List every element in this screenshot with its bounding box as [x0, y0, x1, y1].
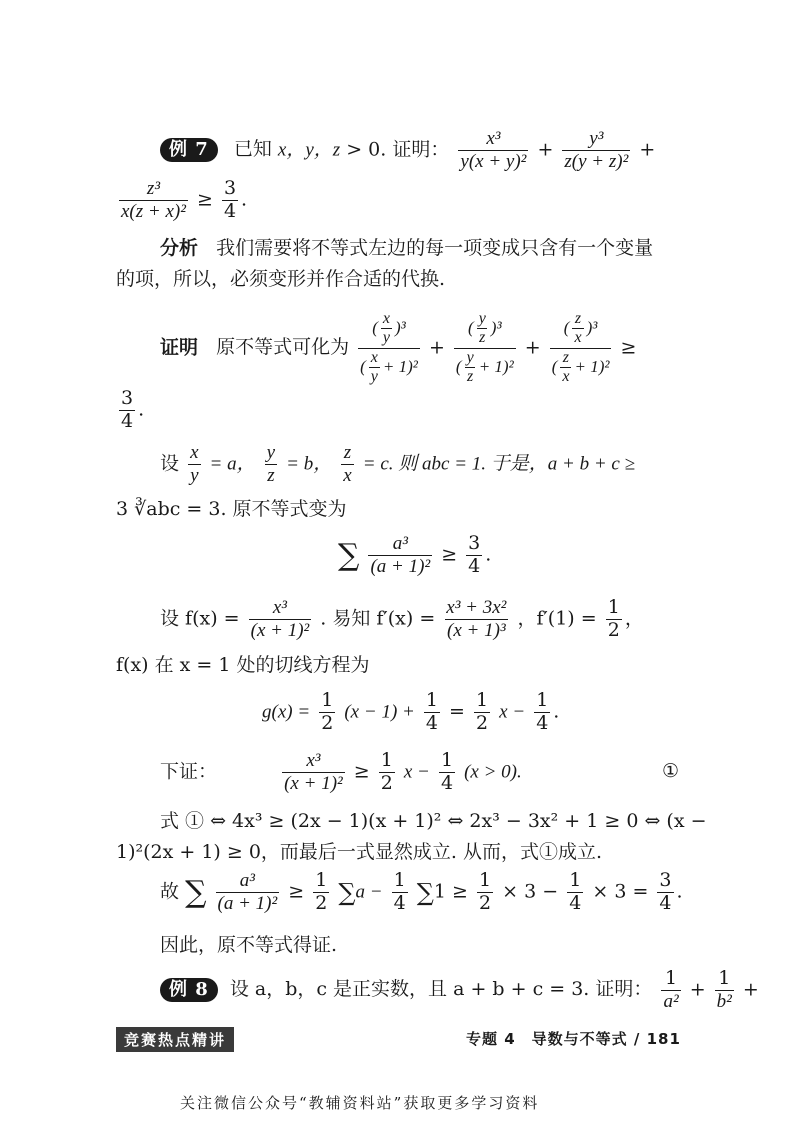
example7-intro: 已知	[233, 138, 272, 161]
lemma-circled-number: ①	[662, 760, 680, 782]
analysis-line1	[160, 233, 653, 260]
proof-term3: ( $\frac{z}{x}$ )³ ( $\frac{z}{x}$ + 1)²	[551, 310, 610, 386]
proof-line: 证明 原不等式可化为 ( $\frac{x}{y}$ )³ ( $\frac{x}{y}$ + 1)² + ( $\frac{y}{z}$ )³ ( $\frac{y}{z}$ + 1)² + ( $\frac{z}{x}$ )³ ( $\frac{z}{x}$ + 1)² ≥	[160, 310, 637, 386]
proof-three-quarters: $\frac{3}{4}$ .	[121, 387, 145, 432]
lemma-line: 下证： $\frac{\text{x³}}{\text{(x + 1)²}}$ ≥ $\frac{1}{2}$ x − $\frac{1}{4}$ (x > 0).	[160, 749, 522, 794]
proof-text: 原不等式可化为	[216, 336, 350, 359]
substitution-line: 设 $\frac{x}{y}$ = a， $\frac{y}{z}$ = b， $\frac{z}{x}$ = c. 则 abc = 1. 于是，a + b + c ≥	[160, 442, 636, 486]
amgm-line: 3 ∛abc = 3. 原不等式变为	[116, 498, 347, 520]
footer-page-info: 专题 4 导数与不等式 / 181	[466, 1030, 681, 1048]
example7-term1: $\frac{\text{x³}}{\text{y(x + y)²}}$	[460, 128, 527, 172]
example7-rhs: $\frac{3}{4}$	[223, 177, 237, 222]
example8-badge: 例 8	[160, 978, 218, 1002]
footer-section-label: 竞赛热点精讲	[116, 1027, 234, 1052]
tangent-line2: f(x) 在 x = 1 处的切线方程为	[116, 654, 370, 676]
example8-text: 设 a，b，c 是正实数，且 a + b + c = 3. 证明：	[229, 978, 653, 1001]
example8-line: 例 8 设 a，b，c 是正实数，且 a + b + c = 3. 证明： $\frac{1}{\text{a²}}$ + $\frac{1}{\text{b²}}$ +	[160, 968, 759, 1013]
analysis-text1: 我们需要将不等式左边的每一项变成只含有一个变量	[216, 237, 654, 259]
lemma-proof-line1: 式 ① ⇔ 4x³ ≥ (2x − 1)(x + 1)² ⇔ 2x³ − 3x² + 1 ≥ 0 ⇔ (x −	[160, 810, 707, 832]
lemma-proof-line2: 1)²(2x + 1) ≥ 0，而最后一式显然成立. 从而，式①成立.	[116, 841, 603, 863]
proof-term1: ( $\frac{x}{y}$ )³ ( $\frac{x}{y}$ + 1)²	[360, 310, 418, 386]
tangent-line1: 设 f(x) = $\frac{\text{x³}}{\text{(x + 1)²}}$ . 易知 f′(x) = $\frac{\text{x³ + 3x²}}{\text{(x + 1)³}}$ ，f′(1) = $\frac{1}{2}$ ，	[160, 596, 644, 641]
watermark-text: 关注微信公众号“教辅资料站”获取更多学习资料	[180, 1094, 540, 1112]
example7-term3: $\frac{\text{z³}}{\text{x(z + x)²}}$	[121, 178, 186, 222]
tangent-equation: g(x) = $\frac{1}{2}$ (x − 1) + $\frac{1}{4}$ = $\frac{1}{2}$ x − $\frac{1}{4}$ .	[262, 689, 560, 734]
conclusion-line: 故 ∑ $\frac{\text{a³}}{\text{(a + 1)²}}$ ≥ $\frac{1}{2}$ ∑a − $\frac{1}{4}$ ∑1 ≥ $\frac{1}{2}$ × 3 − $\frac{1}{4}$ × 3 = $\frac{3}{4}$ .	[160, 869, 683, 914]
example7-term2: $\frac{\text{y³}}{\text{z(y + z)²}}$	[564, 128, 629, 172]
example7-line2: $\frac{\text{z³}}{\text{x(z + x)²}}$ ≥ $\frac{3}{4}$ .	[121, 177, 248, 222]
proof-term2: ( $\frac{y}{z}$ )³ ( $\frac{y}{z}$ + 1)²	[455, 310, 514, 386]
proof-geq: ≥	[620, 336, 637, 359]
example7-badge: 例 7	[160, 138, 218, 162]
example7-cond: > 0. 证明：	[346, 138, 450, 161]
analysis-label: 分析	[160, 237, 199, 259]
example7-vars: x，y，z	[277, 139, 341, 161]
conclusion-final: 因此，原不等式得证.	[160, 934, 338, 956]
reduced-inequality: ∑ $\frac{\text{a³}}{\text{(a + 1)²}}$ ≥ $\frac{3}{4}$ .	[338, 532, 492, 577]
example7-header: 例 7 已知 x，y，z > 0. 证明： $\frac{\text{x³}}{\text{y(x + y)²}}$ + $\frac{\text{y³}}{\text{z(y + z)²}}$ +	[160, 128, 655, 173]
proof-label: 证明	[160, 336, 199, 359]
analysis-line2: 的项，所以，必须变形并作合适的代换.	[116, 268, 446, 290]
